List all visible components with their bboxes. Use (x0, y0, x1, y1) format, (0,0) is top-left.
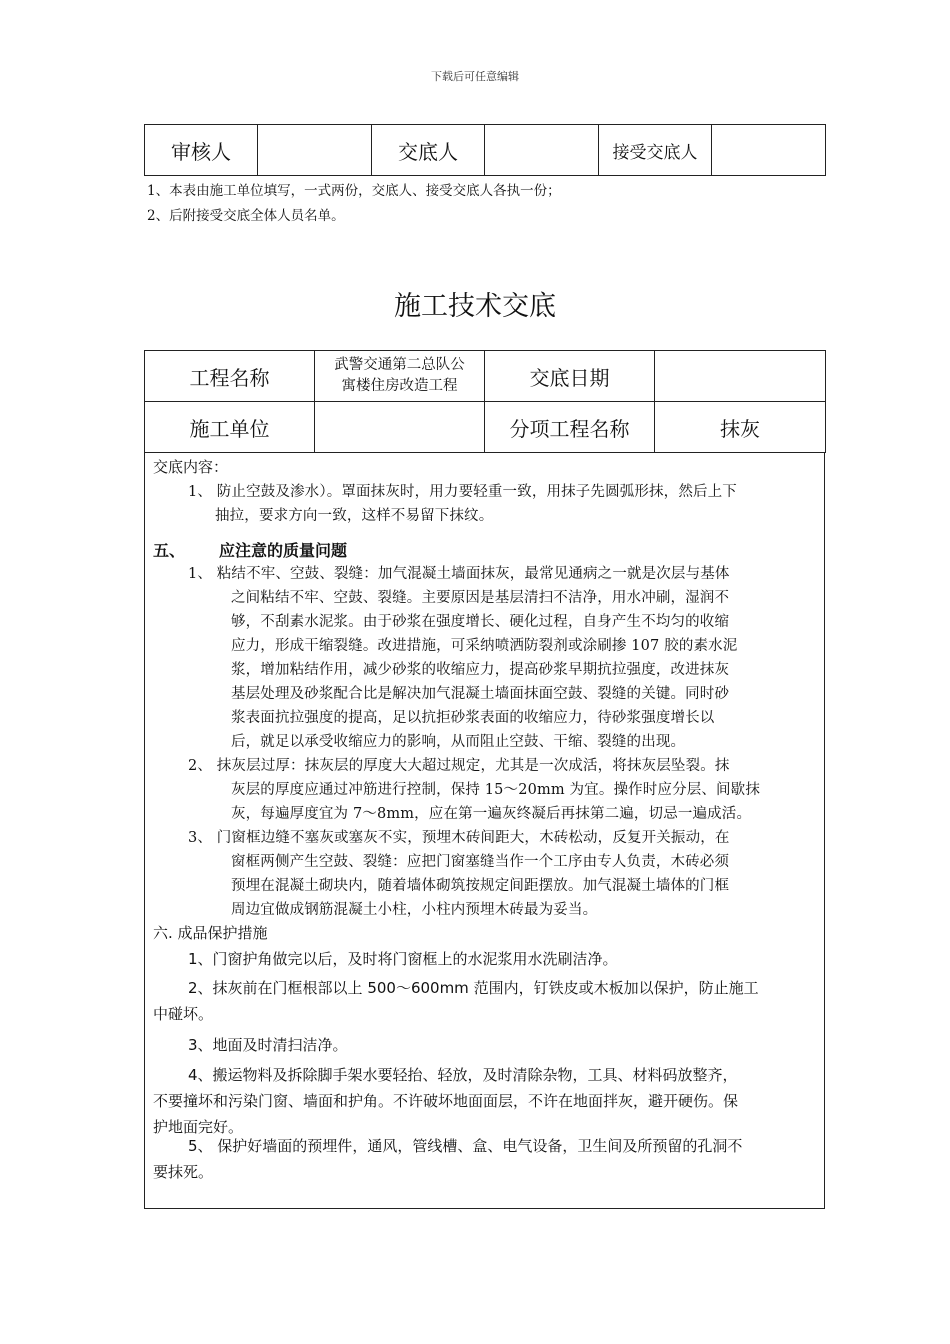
s5-item-1-line: 后，就足以承受收缩应力的影响，从而阻止空鼓、干缩、裂缝的出现。 (231, 734, 686, 750)
content-box (144, 452, 825, 1209)
s5-item-1-line: 应力，形成干缩裂缝。改进措施，可采纳喷洒防裂剂或涂刷掺 107 胶的素水泥 (231, 638, 738, 654)
s5-item-3-line: 窗框两侧产生空鼓、裂缝：应把门窗塞缝当作一个工序由专人负责，木砖必须 (231, 854, 730, 870)
header-note: 下载后可任意编辑 (431, 70, 519, 83)
s5-item-1-line: 浆，增加粘结作用，减少砂浆的收缩应力，提高砂浆早期抗拉强度，改进抹灰 (231, 662, 730, 678)
receiver-value[interactable] (712, 125, 826, 176)
s5-item-1-line: 浆表面抗拉强度的提高，足以抗拒砂浆表面的收缩应力，待砂浆强度增长以 (231, 710, 715, 726)
discloser-label: 交底人 (372, 125, 485, 176)
item-value: 抹灰 (655, 402, 826, 453)
s5-item-1-line: 1、 粘结不牢、空鼓、裂缝：加气混凝土墙面抹灰，最常见通病之一就是次层与基体 (188, 566, 730, 582)
info-table (144, 350, 826, 453)
s5-item-3-line: 3、 门窗框边缝不塞灰或塞灰不实，预埋木砖间距大，木砖松动，反复开关振动，在 (188, 830, 730, 846)
s5-item-1-line: 之间粘结不牢、空鼓、裂缝。主要原因是基层清扫不洁净，用水冲刷，湿润不 (231, 590, 730, 606)
s5-item-2-line: 灰层的厚度应通过冲筋进行控制，保持 15～20mm 为宜。操作时应分层、间歇抹 (231, 782, 760, 798)
discloser-value[interactable] (485, 125, 599, 176)
section-5-title (153, 538, 347, 561)
s6-item-4-line-3: 护地面完好。 (153, 1118, 244, 1136)
s6-item-5-line-1: 5、 保护好墙面的预埋件，通风，管线槽、盒、电气设备，卫生间及所预留的孔洞不 (188, 1137, 743, 1155)
date-label: 交底日期 (485, 351, 655, 402)
s5-item-2-line: 2、 抹灰层过厚：抹灰层的厚度大大超过规定，尤其是一次成活，将抹灰层坠裂。抹 (188, 758, 730, 774)
s5-item-3-line: 预埋在混凝土砌块内，随着墙体砌筑按规定间距摆放。加气混凝土墙体的门框 (231, 878, 730, 894)
s6-item-5-line-2: 要抹死。 (153, 1163, 214, 1181)
note-2: 2、后附接受交底全体人员名单。 (147, 208, 345, 224)
intro-line-1: 1、 防止空鼓及渗水）。罩面抹灰时，用力要轻重一致，用抹子先圆弧形抹，然后上下 (188, 484, 737, 500)
section-5-number: 五、 (153, 541, 186, 560)
project-name-line-2: 寓楼住房改造工程 (341, 378, 458, 394)
s6-item-3: 3、地面及时清扫洁净。 (188, 1036, 348, 1054)
s5-item-3-line: 周边宜做成钢筋混凝土小柱，小柱内预埋木砖最为妥当。 (231, 902, 598, 918)
section-6-title: 六. 成品保护措施 (153, 924, 268, 942)
s5-item-2-line: 灰，每遍厚度宜为 7～8mm，应在第一遍灰终凝后再抹第二遍，切忌一遍成活。 (231, 806, 752, 822)
s5-item-1-line: 够，不刮素水泥浆。由于砂浆在强度增长、硬化过程，自身产生不均匀的收缩 (231, 614, 730, 630)
project-name-line-1: 武警交通第二总队公 (334, 357, 465, 373)
content-label: 交底内容： (153, 458, 229, 476)
section-5-text: 应注意的质量问题 (219, 541, 348, 560)
project-name-value (315, 351, 485, 402)
unit-value[interactable] (315, 402, 485, 453)
date-value[interactable] (655, 351, 826, 402)
sign-table (144, 124, 826, 176)
s6-item-2-line-1: 2、抹灰前在门框根部以上 500～600mm 范围内，钉铁皮或木板加以保护，防止施工 (188, 979, 759, 997)
form-notes (147, 179, 561, 229)
s6-item-2-line-2: 中碰坏。 (153, 1005, 214, 1023)
unit-label: 施工单位 (145, 402, 315, 453)
receiver-label: 接受交底人 (599, 125, 712, 176)
s6-item-4-line-2: 不要撞坏和污染门窗、墙面和护角。不许破坏地面面层，不许在地面拌灰，避开硬伤。保 (153, 1092, 739, 1110)
reviewer-label: 审核人 (145, 125, 258, 176)
s6-item-1: 1、门窗护角做完以后，及时将门窗框上的水泥浆用水洗刷洁净。 (188, 950, 618, 968)
s6-item-4-line-1: 4、搬运物料及拆除脚手架水要轻抬、轻放，及时清除杂物，工具、材料码放整齐， (188, 1066, 738, 1084)
note-1: 1、本表由施工单位填写，一式两份，交底人、接受交底人各执一份； (147, 183, 561, 199)
project-name-label: 工程名称 (145, 351, 315, 402)
page-title: 施工技术交底 (394, 291, 556, 322)
item-label: 分项工程名称 (485, 402, 655, 453)
intro-line-2: 抽拉，要求方向一致，这样不易留下抹纹。 (215, 508, 494, 524)
reviewer-value[interactable] (258, 125, 372, 176)
s5-item-1-line: 基层处理及砂浆配合比是解决加气混凝土墙面抹面空鼓、裂缝的关键。同时砂 (231, 686, 730, 702)
